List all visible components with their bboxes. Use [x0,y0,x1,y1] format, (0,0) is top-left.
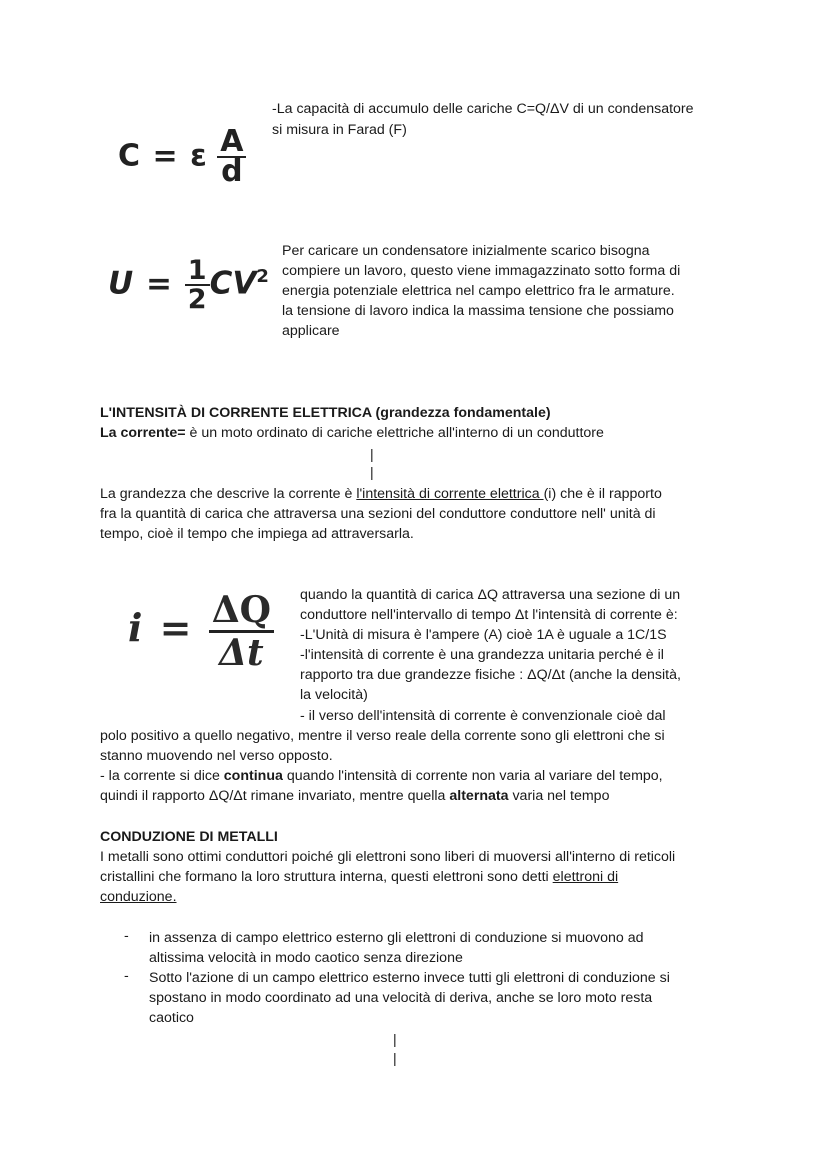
vertical-bar: | [370,464,374,480]
fraction-numerator: A [217,128,246,158]
fraction-numerator: 1 [185,257,210,286]
continua-line-1 [100,766,663,786]
formula-fraction [217,124,246,189]
energy-formula [108,257,269,313]
current-text-line-7: - il verso dell'intensità di corrente è convenzionale cioè dal [300,708,666,724]
definition-text: è un moto ordinato di cariche elettriche all'interno di un conduttore [185,425,604,441]
capacitance-line-1: -La capacità di accumulo delle cariche C=Q/ΔV di un condensatore [272,101,694,117]
capacitance-formula [118,124,246,189]
fraction-denominator: d [221,154,243,189]
current-text-line-6: la velocità) [300,687,368,703]
corrente-definition [100,423,604,443]
underlined-term: l'intensità di corrente elettrica [356,486,544,502]
capacitance-line-2: si misura in Farad (F) [272,122,407,138]
formula-symbol: C [118,138,141,174]
underlined-term: elettroni di [552,869,619,885]
bullet-2-line-3: caotico [149,1010,194,1026]
text-span: (i) che è il rapporto [543,486,662,502]
bullet-1-line-2: altissima velocità in modo caotico senza direzione [149,950,463,966]
current-text-line-5: rapporto tra due grandezze fisiche : ΔQ/Δt (anche la densità, [300,667,681,683]
formula-symbol: CV [209,265,257,302]
formula-symbol: i [128,605,143,650]
corrente-paragraph-line-2: fra la quantità di carica che attraversa una sezioni del conduttore conduttore nell' unità di [100,506,656,522]
energy-text-line-1: Per caricare un condensatore inizialmente scarico bisogna [282,243,650,259]
conduzione-line-3: conduzione. [100,889,177,905]
current-formula [128,590,274,673]
vertical-bar: | [393,1031,397,1047]
fraction-denominator: Δt [219,632,264,674]
bullet-dash: - [124,968,129,984]
formula-equals: = [159,605,192,650]
energy-text-line-4: la tensione di lavoro indica la massima tensione che possiamo [282,303,674,319]
conduzione-heading: CONDUZIONE DI METALLI [100,829,278,845]
text-span: - la corrente si dice [100,768,224,784]
text-span: quando l'intensità di corrente non varia al variare del tempo, [282,768,663,784]
direction-line-2: stanno muovendo nel verso opposto. [100,748,333,764]
bullet-dash: - [124,928,129,944]
corrente-heading: L'INTENSITÀ DI CORRENTE ELETTRICA (grandezza fondamentale) [100,405,551,421]
current-text-line-2: conduttore nell'intervallo di tempo Δt l'intensità di corrente è: [300,607,678,623]
formula-equals: = [152,138,178,174]
text-span: cristallini che formano la loro struttura interna, questi elettroni sono detti [100,869,553,885]
continua-line-2 [100,786,609,806]
formula-symbol: ε [190,138,207,174]
formula-fraction [209,590,274,673]
bullet-2-line-2: spostano in modo coordinato ad una velocità di deriva, anche se loro moto resta [149,990,653,1006]
bold-term: alternata [449,788,509,804]
direction-line-1: polo positivo a quello negativo, mentre il verso reale della corrente sono gli elettroni che si [100,728,665,744]
conduzione-line-1: I metalli sono ottimi conduttori poiché gli elettroni sono liberi di muoversi all'interno di reticoli [100,849,676,865]
corrente-paragraph-line-1 [100,484,662,504]
formula-symbol: U [108,265,134,302]
bold-term: continua [223,768,283,784]
formula-fraction [185,257,210,313]
text-span: quindi il rapporto ΔQ/Δt rimane invariato, mentre quella [100,788,450,804]
definition-term: La corrente= [100,425,186,441]
formula-equals: = [145,265,172,302]
conduzione-line-2 [100,867,618,887]
fraction-numerator: ΔQ [209,590,274,633]
formula-exponent: 2 [256,266,269,288]
vertical-bar: | [370,446,374,462]
text-span: varia nel tempo [508,788,610,804]
fraction-denominator: 2 [187,284,207,315]
energy-text-line-2: compiere un lavoro, questo viene immagazzinato sotto forma di [282,263,681,279]
energy-text-line-3: energia potenziale elettrica nel campo elettrico fra le armature. [282,283,675,299]
current-text-line-1: quando la quantità di carica ΔQ attraversa una sezione di un [300,587,681,603]
energy-text-line-5: applicare [282,323,340,339]
current-text-line-3: -L'Unità di misura è l'ampere (A) cioè 1A è uguale a 1C/1S [300,627,667,643]
corrente-paragraph-line-3: tempo, cioè il tempo che impiega ad attraversarla. [100,526,414,542]
current-text-line-4: -l'intensità di corrente è una grandezza unitaria perché è il [300,647,664,663]
vertical-bar: | [393,1050,397,1066]
bullet-2-line-1: Sotto l'azione di un campo elettrico esterno invece tutti gli elettroni di conduzione si [149,970,670,986]
text-span: La grandezza che descrive la corrente è [100,486,357,502]
bullet-1-line-1: in assenza di campo elettrico esterno gli elettroni di conduzione si muovono ad [149,930,644,946]
